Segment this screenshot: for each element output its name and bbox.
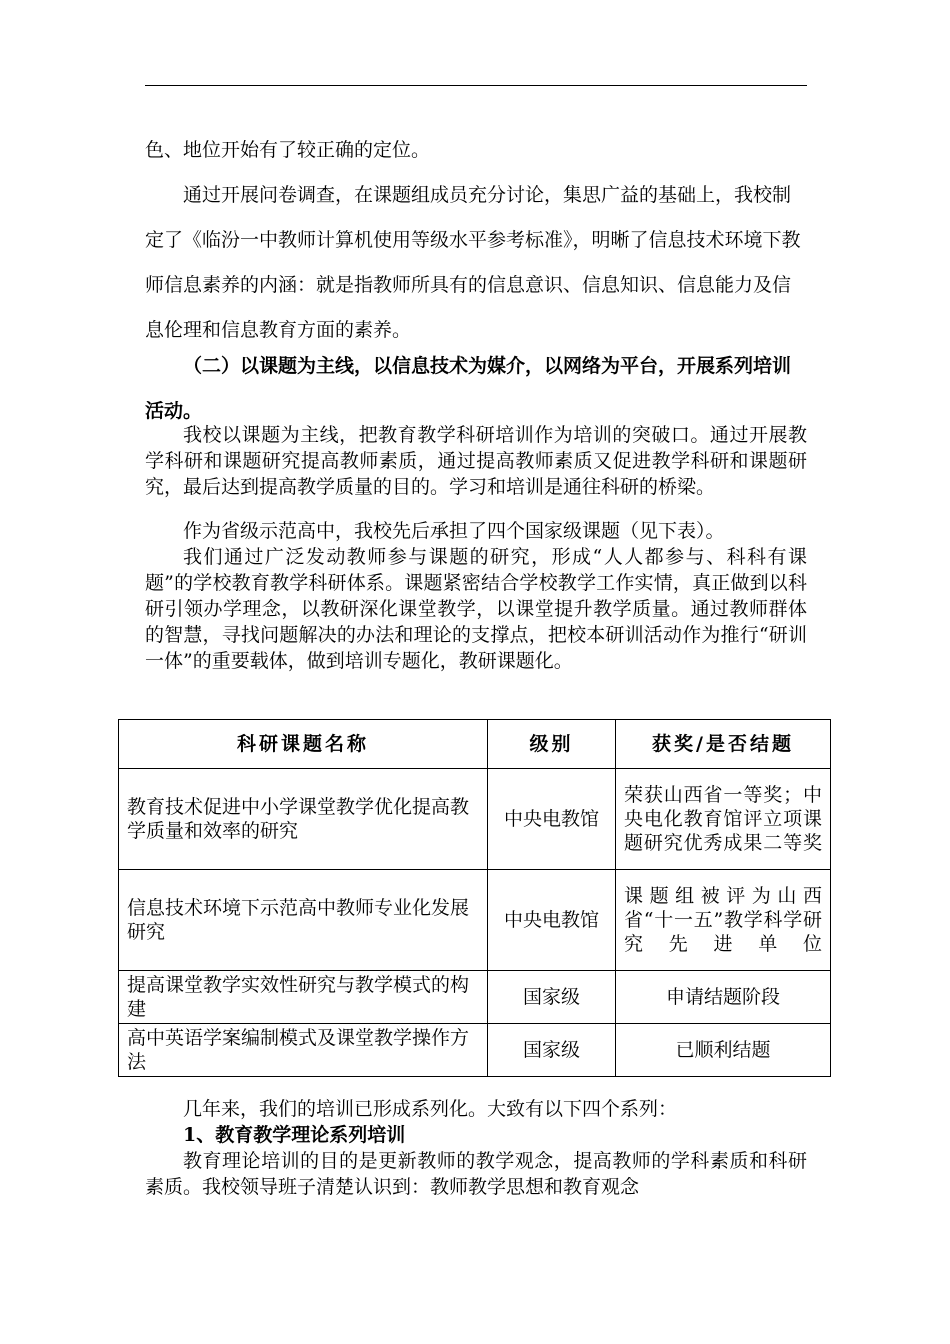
cell-award: 申请结题阶段 — [616, 971, 831, 1024]
cell-project-name: 信息技术环境下示范高中教师专业化发展研究 — [119, 870, 488, 971]
cell-award: 课题组被评为山西省“十一五”教学科学研究先进单位 — [616, 870, 831, 971]
table-row — [119, 1024, 831, 1077]
table-row — [119, 870, 831, 971]
section-heading-2: （二）以课题为主线，以信息技术为媒介，以网络为平台，开展系列培训活动。 — [145, 355, 792, 422]
paragraph-survey: 通过开展问卷调查，在课题组成员充分讨论，集思广益的基础上，我校制定了《临汾一中教师计算机使用等级水平参考标准》，明晰了信息技术环境下教师信息素养的内涵：就是指教师所具有的信息意识、信息知识、信息能力及信息伦理和信息教育方面的素养。 — [145, 184, 801, 341]
header-level: 级别 — [488, 720, 616, 769]
cell-level: 中央电教馆 — [488, 870, 616, 971]
paragraph-mainline: 我校以课题为主线，把教育教学科研培训作为培训的突破口。通过开展教学科研和课题研究提高教师素质，通过提高教师素质又促进教学科研和课题研究，最后达到提高教学质量的目的。学习和培训是通往科研的桥梁。 — [145, 424, 807, 498]
header-project-name: 科研课题名称 — [119, 720, 488, 769]
header-award: 获奖/是否结题 — [616, 720, 831, 769]
series-heading-1: 1、教育教学理论系列培训 — [183, 1124, 406, 1146]
table-row — [119, 971, 831, 1024]
paragraph-projects: 作为省级示范高中，我校先后承担了四个国家级课题（见下表）。 — [183, 520, 725, 542]
paragraph-theory: 教育理论培训的目的是更新教师的教学观念，提高教师的学科素质和科研素质。我校领导班子清楚认识到：教师教学思想和教育观念 — [145, 1150, 807, 1198]
cell-level: 国家级 — [488, 971, 616, 1024]
cell-project-name: 教育技术促进中小学课堂教学优化提高教学质量和效率的研究 — [119, 769, 488, 870]
cell-project-name: 提高课堂教学实效性研究与教学模式的构建 — [119, 971, 488, 1024]
paragraph-series: 几年来，我们的培训已形成系列化。大致有以下四个系列： — [183, 1098, 678, 1120]
table-row — [119, 769, 831, 870]
header-rule — [145, 85, 807, 86]
paragraph-top: 色、地位开始有了较正确的定位。 — [145, 139, 431, 161]
cell-award: 已顺利结题 — [616, 1024, 831, 1077]
cell-level: 国家级 — [488, 1024, 616, 1077]
paragraph-system: 我们通过广泛发动教师参与课题的研究，形成“人人都参与、科科有课题”的学校教育教学科研体系。课题紧密结合学校教学工作实情，真正做到以科研引领办学理念，以教研深化课堂教学，以课堂提升教学质量。通过教师群体的智慧，寻找问题解决的办法和理论的支撑点，把校本研训活动作为推行“研训一体”的重要载体，做到培训专题化，教研课题化。 — [145, 546, 807, 672]
table-header-row — [119, 720, 831, 769]
cell-level: 中央电教馆 — [488, 769, 616, 870]
cell-project-name: 高中英语学案编制模式及课堂教学操作方法 — [119, 1024, 488, 1077]
research-projects-table — [118, 719, 831, 1077]
cell-award: 荣获山西省一等奖；中央电化教育馆评立项课题研究优秀成果二等奖 — [616, 769, 831, 870]
